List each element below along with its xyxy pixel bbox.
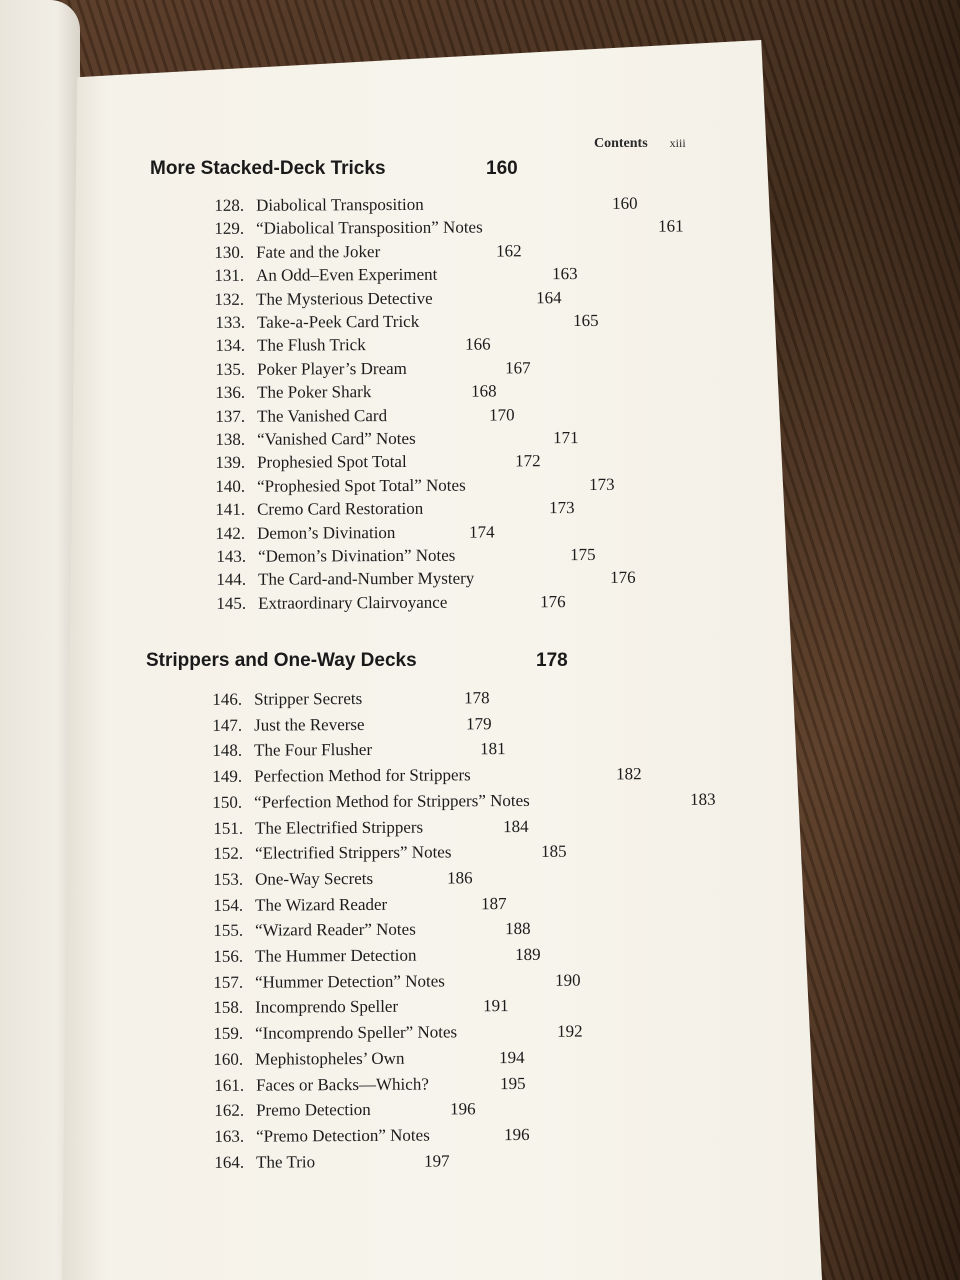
entry-number: 147. — [212, 715, 243, 735]
entry-number: 134. — [214, 336, 245, 356]
entry-title: Stripper Secrets — [253, 688, 363, 709]
entry-number: 140. — [215, 476, 246, 496]
entry-number: 162. — [213, 1100, 244, 1121]
entry-page-number: 171 — [552, 428, 579, 448]
entry-number: 148. — [212, 741, 243, 761]
section-title: More Stacked-Deck Tricks — [150, 158, 386, 179]
entry-title: The Vanished Card — [256, 405, 387, 426]
entry-number: 149. — [212, 766, 243, 787]
entry-page-number: 176 — [609, 568, 636, 588]
entry-number: 143. — [215, 546, 246, 566]
entry-title: “Perfection Method for Strippers” Notes — [254, 790, 531, 812]
entry-title: The Four Flusher — [254, 740, 373, 761]
entry-page-number: 188 — [504, 919, 531, 939]
entry-title: “Incomprendo Speller” Notes — [255, 1022, 458, 1043]
entry-title: Diabolical Transposition — [255, 194, 424, 215]
entry-title: “Electrified Strippers” Notes — [254, 842, 452, 863]
entry-title: Premo Detection — [255, 1100, 371, 1120]
entry-number: 151. — [212, 818, 243, 838]
entry-title: Prophesied Spot Total — [257, 452, 407, 473]
entry-number: 150. — [212, 792, 243, 812]
entry-page-number: 167 — [504, 358, 531, 378]
entry-page-number: 182 — [616, 764, 642, 784]
entry-title: Take-a-Peek Card Trick — [256, 311, 419, 332]
entry-number: 138. — [215, 429, 246, 449]
entry-title: One-Way Secrets — [254, 868, 373, 889]
entry-number: 133. — [214, 312, 245, 332]
entry-title: Mephistopheles’ Own — [255, 1048, 405, 1069]
entry-title: The Wizard Reader — [254, 894, 388, 915]
entry-page-number: 181 — [480, 739, 506, 759]
entry-number: 137. — [215, 406, 245, 426]
entry-title: An Odd–Even Experiment — [256, 264, 438, 285]
entry-title: “Prophesied Spot Total” Notes — [257, 475, 466, 496]
page-folio: xiii — [669, 136, 686, 150]
entry-page-number: 185 — [540, 841, 567, 862]
entry-number: 129. — [214, 219, 245, 239]
entry-page-number: 192 — [557, 1021, 583, 1041]
entry-number: 160. — [213, 1049, 244, 1069]
entry-page-number: 165 — [572, 310, 599, 331]
entry-page-number: 176 — [539, 591, 566, 612]
entry-page-number: 174 — [469, 522, 495, 542]
entry-number: 164. — [214, 1152, 244, 1172]
entry-title: Incomprendo Speller — [255, 997, 399, 1018]
entry-title: Just the Reverse — [254, 714, 365, 735]
entry-number: 145. — [215, 593, 246, 613]
entry-number: 141. — [215, 499, 246, 520]
entry-title: Extraordinary Clairvoyance — [257, 592, 448, 613]
entry-number: 153. — [212, 869, 243, 889]
entry-number: 159. — [213, 1023, 244, 1044]
entry-title: The Poker Shark — [256, 382, 372, 402]
entry-title: The Mysterious Detective — [256, 288, 434, 309]
entry-number: 135. — [214, 359, 245, 379]
entry-title: The Electrified Strippers — [254, 817, 423, 838]
entry-number: 142. — [215, 523, 246, 543]
entry-title: “Hummer Detection” Notes — [255, 971, 445, 992]
entry-page-number: 160 — [611, 193, 638, 213]
entry-number: 144. — [215, 570, 246, 590]
entry-number: 146. — [212, 689, 243, 709]
entry-title: Cremo Card Restoration — [257, 499, 424, 519]
entry-title: “Premo Detection” Notes — [255, 1125, 430, 1146]
entry-number: 154. — [213, 895, 243, 915]
entry-number: 152. — [212, 843, 243, 864]
entry-number: 130. — [214, 242, 245, 262]
entry-number: 131. — [214, 265, 245, 286]
entry-page-number: 172 — [515, 451, 541, 471]
entry-page-number: 162 — [496, 241, 522, 261]
running-head — [594, 136, 686, 152]
entry-page-number: 164 — [536, 287, 562, 307]
entry-page-number: 163 — [552, 264, 578, 284]
entry-title: Poker Player’s Dream — [256, 358, 407, 379]
section-heading — [146, 650, 568, 672]
entry-number: 132. — [214, 289, 245, 309]
entry-title: Perfection Method for Strippers — [254, 765, 472, 786]
entry-number: 158. — [213, 998, 244, 1018]
entry-page-number: 183 — [690, 789, 716, 809]
entry-page-number: 194 — [499, 1047, 526, 1067]
entry-title: “Wizard Reader” Notes — [254, 919, 416, 940]
entry-page-number: 189 — [514, 944, 541, 965]
section-page-number: 178 — [536, 650, 568, 671]
entry-page-number: 191 — [483, 996, 509, 1016]
entry-number: 155. — [213, 921, 244, 941]
entry-title: “Diabolical Transposition” Notes — [256, 217, 483, 239]
section-page-number: 160 — [486, 158, 518, 179]
section-title: Strippers and One-Way Decks — [146, 650, 417, 671]
section-heading — [150, 158, 518, 180]
entry-title: The Flush Trick — [256, 335, 366, 356]
entry-page-number: 196 — [503, 1124, 530, 1144]
entry-page-number: 166 — [464, 334, 491, 355]
entry-page-number: 195 — [499, 1073, 526, 1093]
entry-number: 156. — [213, 946, 244, 966]
entry-page-number: 196 — [449, 1099, 476, 1119]
entry-number: 136. — [215, 382, 245, 403]
entry-number: 139. — [215, 453, 246, 473]
entry-page-number: 197 — [423, 1151, 450, 1171]
entry-page-number: 186 — [446, 868, 473, 888]
entry-title: “Vanished Card” Notes — [256, 428, 416, 449]
entry-page-number: 168 — [470, 381, 497, 401]
entry-number: 163. — [213, 1126, 244, 1146]
entry-title: The Hummer Detection — [254, 945, 417, 966]
entry-page-number: 170 — [488, 404, 515, 425]
entry-title: The Trio — [255, 1151, 315, 1172]
entry-number: 157. — [213, 972, 244, 992]
entry-page-number: 178 — [463, 688, 490, 708]
entry-title: “Demon’s Divination” Notes — [257, 545, 455, 566]
entry-page-number: 184 — [502, 816, 529, 836]
entry-title: The Card-and-Number Mystery — [257, 568, 474, 590]
entry-number: 128. — [214, 195, 245, 215]
entry-page-number: 173 — [549, 498, 575, 518]
running-head-label: Contents — [594, 136, 648, 151]
entry-page-number: 173 — [589, 474, 615, 494]
entry-title: Demon’s Divination — [257, 522, 396, 543]
entry-title: Fate and the Joker — [256, 241, 381, 262]
edge-shadow — [840, 0, 960, 1280]
entry-page-number: 190 — [555, 970, 581, 990]
entry-page-number: 175 — [569, 544, 596, 565]
entry-title: Faces or Backs—Which? — [255, 1074, 429, 1095]
entry-number: 161. — [213, 1075, 244, 1095]
entry-page-number: 187 — [480, 893, 507, 913]
entry-page-number: 161 — [658, 216, 684, 236]
entry-page-number: 179 — [466, 713, 492, 734]
